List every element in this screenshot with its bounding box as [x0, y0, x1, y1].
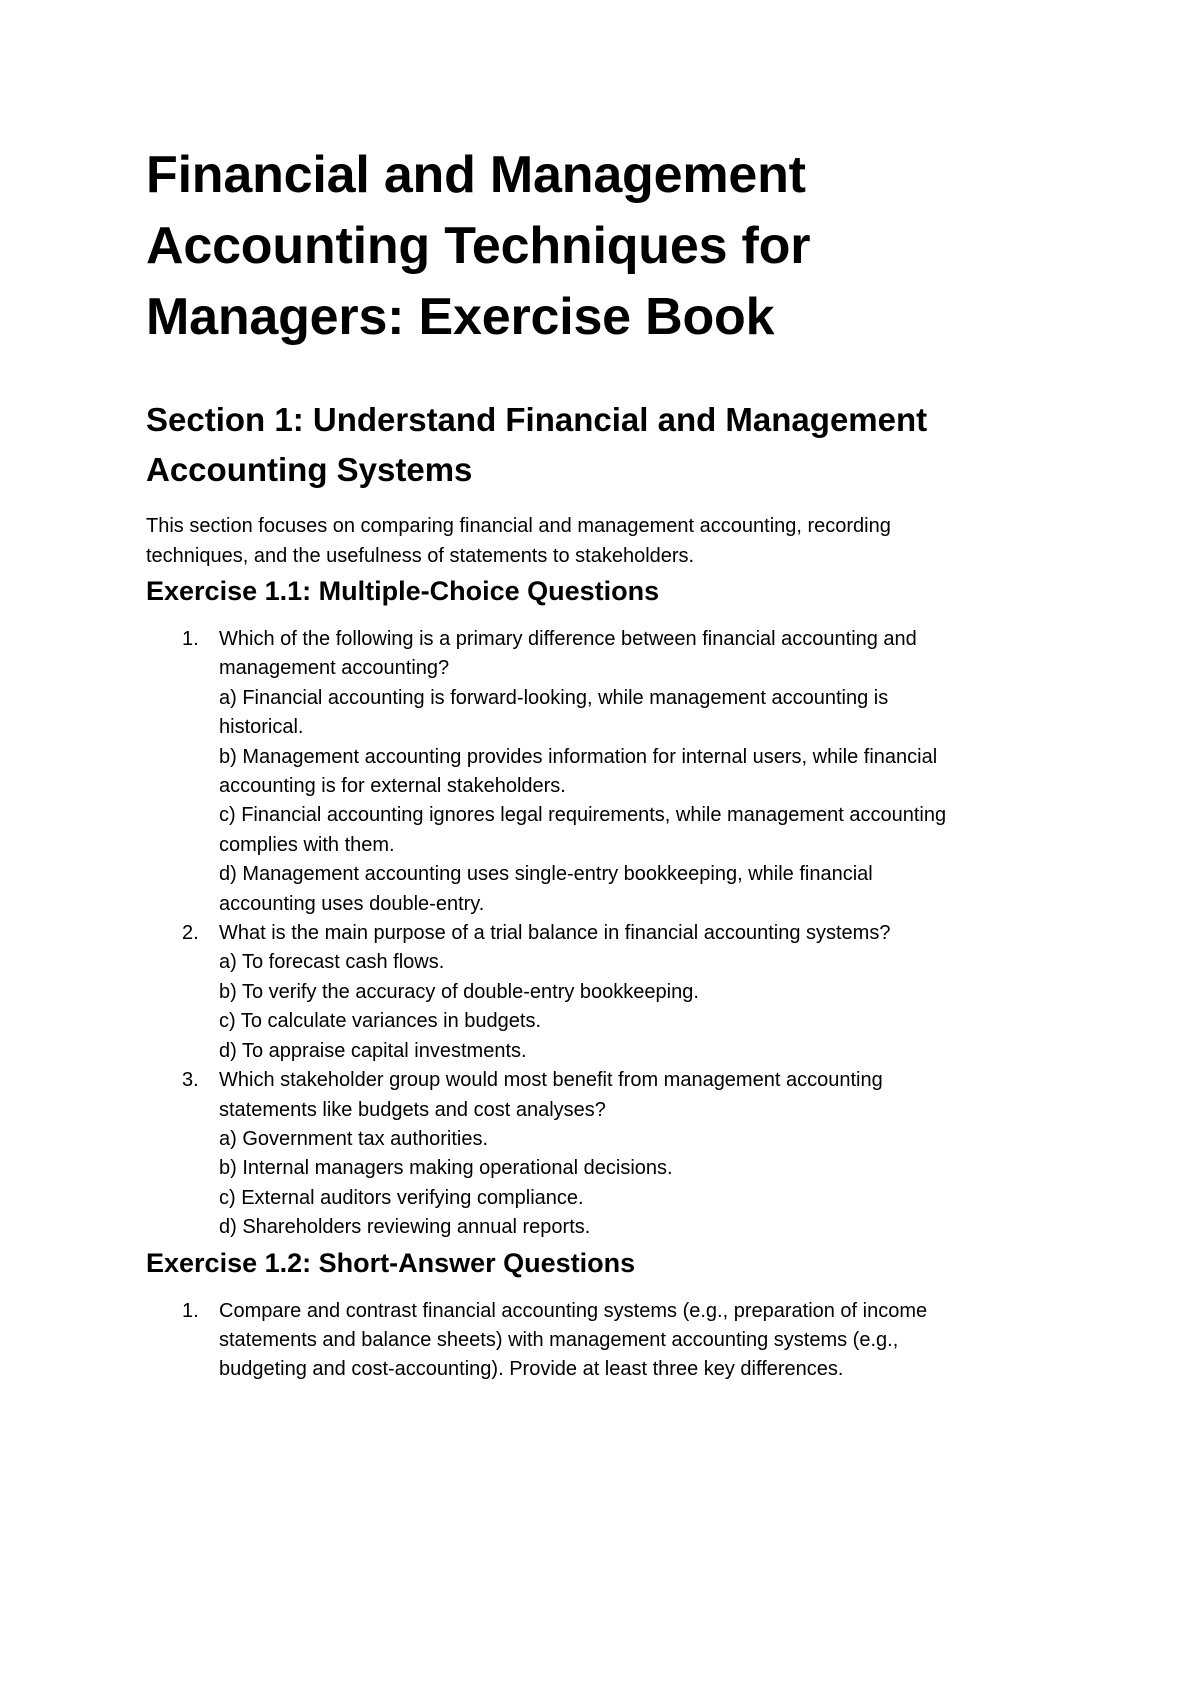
answer-option-line: b) Internal managers making operational decisions.	[219, 1157, 673, 1180]
answer-option-line: c) Financial accounting ignores legal requirements, while management accounting	[219, 804, 947, 827]
question-item	[146, 625, 1039, 919]
question-line: budgeting and cost-accounting). Provide at least three key differences.	[219, 1358, 844, 1381]
exercise-1-1-question-list	[146, 625, 1046, 1243]
answer-option-line: d) Management accounting uses single-entry bookkeeping, while financial	[219, 863, 873, 886]
answer-option-line: a) To forecast cash flows.	[219, 951, 445, 974]
answer-option-line: b) Management accounting provides information for internal users, while financial	[219, 745, 938, 768]
question-line: statements and balance sheets) with management accounting systems (e.g.,	[219, 1328, 899, 1351]
answer-option-line: d) To appraise capital investments.	[219, 1039, 527, 1062]
answer-option-line: c) External auditors verifying compliance.	[219, 1186, 584, 1209]
intro-line: This section focuses on comparing financial and management accounting, recording	[146, 515, 891, 537]
question-item	[146, 1297, 1039, 1385]
question-line: management accounting?	[219, 657, 450, 680]
question-number: 1.	[182, 628, 199, 650]
question-line: Which of the following is a primary difference between financial accounting and	[219, 628, 917, 650]
question-item	[146, 1066, 1039, 1242]
title-line: Managers: Exercise Book	[146, 288, 775, 346]
answer-option-line: b) To verify the accuracy of double-entry bookkeeping.	[219, 980, 699, 1003]
intro-line: techniques, and the usefulness of statements to stakeholders.	[146, 545, 695, 567]
exercise-1-1-heading: Exercise 1.1: Multiple-Choice Questions	[146, 576, 660, 606]
question-number: 1.	[182, 1299, 199, 1322]
question-item	[146, 919, 1039, 1066]
title-line: Accounting Techniques for	[146, 217, 811, 275]
section-heading-line: Section 1: Understand Financial and Management	[146, 401, 928, 438]
question-line: statements like budgets and cost analyses?	[219, 1098, 606, 1121]
question-line: Which stakeholder group would most benefit from management accounting	[219, 1069, 883, 1092]
answer-option-line: c) To calculate variances in budgets.	[219, 1010, 542, 1033]
question-line: Compare and contrast financial accounting systems (e.g., preparation of income	[219, 1299, 928, 1322]
document-title	[146, 140, 1046, 353]
answer-option-line: accounting uses double-entry.	[219, 892, 485, 915]
document-page	[146, 140, 1046, 1385]
answer-option-line: d) Shareholders reviewing annual reports.	[219, 1216, 591, 1239]
answer-option-line: a) Government tax authorities.	[219, 1127, 489, 1150]
section-heading-line: Accounting Systems	[146, 451, 473, 488]
answer-option-line: complies with them.	[219, 833, 395, 856]
exercise-1-2-heading: Exercise 1.2: Short-Answer Questions	[146, 1247, 636, 1278]
answer-option-line: historical.	[219, 716, 304, 739]
section-1-heading	[146, 395, 1046, 495]
exercise-1-2-question-list	[146, 1297, 1046, 1385]
answer-option-line: accounting is for external stakeholders.	[219, 775, 566, 798]
question-line: What is the main purpose of a trial balance in financial accounting systems?	[219, 922, 891, 945]
question-number: 3.	[182, 1069, 199, 1092]
question-number: 2.	[182, 922, 199, 945]
title-line: Financial and Management	[146, 146, 806, 204]
answer-option-line: a) Financial accounting is forward-looking, while management accounting is	[219, 686, 889, 709]
section-1-intro	[146, 511, 1006, 571]
